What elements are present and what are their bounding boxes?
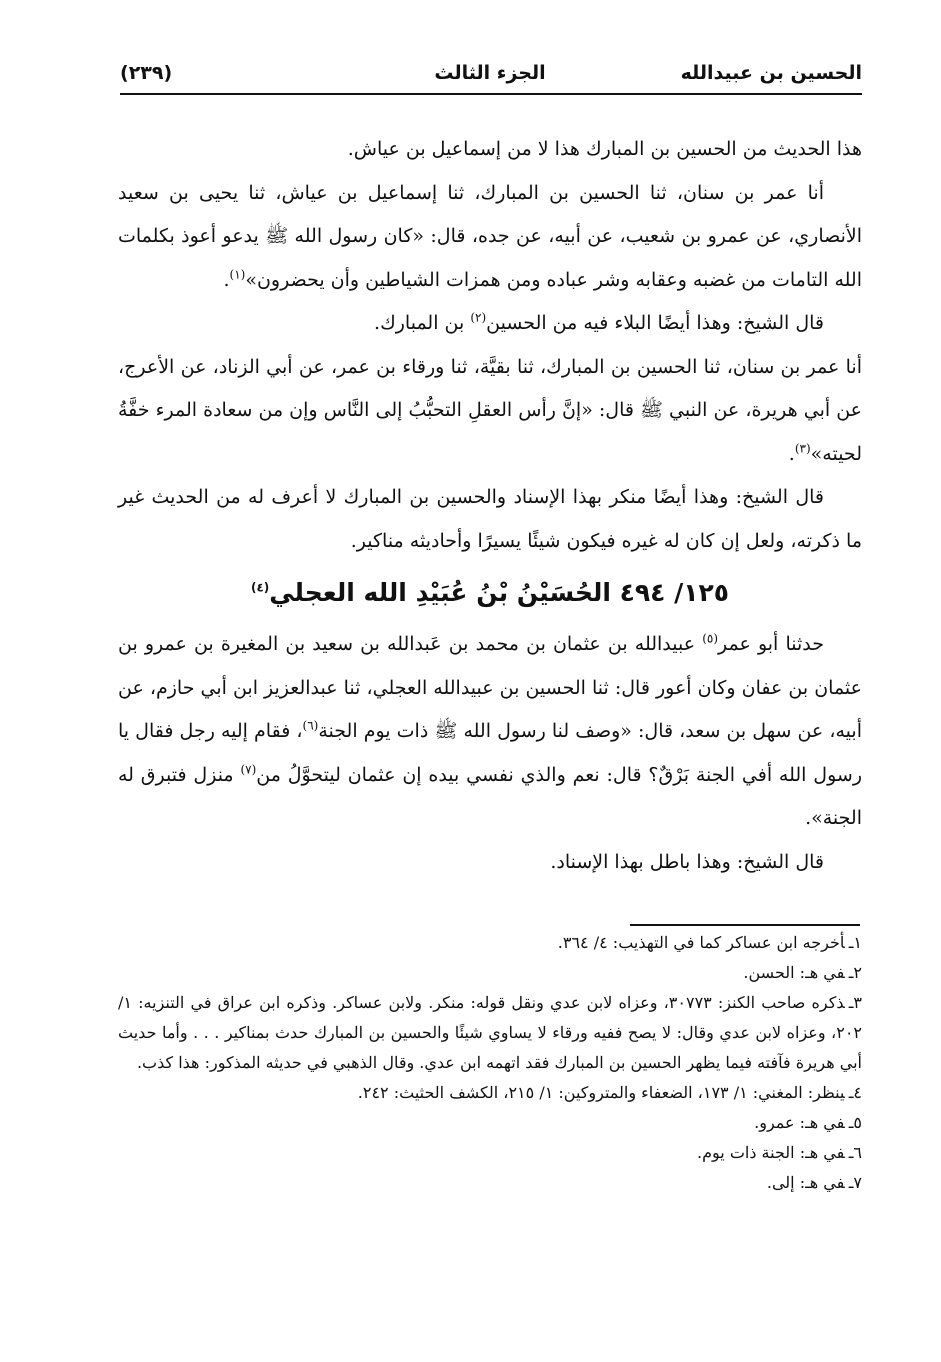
paragraph	[118, 302, 862, 346]
footnote-ref: (٢)	[470, 310, 487, 325]
text-span: بن المبارك.	[374, 312, 471, 334]
footnote-number: ٧ـ	[848, 1173, 862, 1192]
hadith-paragraph	[118, 623, 862, 841]
footnote	[118, 1168, 862, 1198]
footnote	[118, 1108, 862, 1138]
footnote-number: ٢ـ	[848, 963, 862, 982]
footnote-number: ٥ـ	[848, 1113, 862, 1132]
paragraph: هذا الحديث من الحسين بن المبارك هذا لا من إسماعيل بن عياش.	[347, 138, 862, 160]
footnote-rule	[630, 924, 860, 926]
footnote-number: ٣ـ	[848, 993, 863, 1012]
text-span: عبيدالله بن عثمان بن محمد بن عَبدالله بن سعيد بن المغيرة بن عمرو بن عثمان بن عفان وكان أعور قال: ثنا الحسين بن عبيدالله العجلي، ثنا عبدالعزيز ابن أبي حازم، عن أبيه، عن سهل بن سعد، قال: «وصف لنا رسول الله ﷺ ذات يوم الجنة	[118, 633, 862, 742]
footnote-ref: (٧)	[240, 762, 257, 777]
footnote	[118, 1078, 862, 1108]
footnote-text: في هـ: الحسن.	[743, 963, 845, 982]
page-number: (٢٣٩)	[120, 62, 173, 84]
footnote-text: ينظر: المغني: ١/ ١٧٣، الضعفاء والمتروكين: ١/ ٢١٥، الكشف الحثيث: ٢٤٢.	[357, 1083, 845, 1102]
footnote-ref: (٣)	[794, 441, 811, 456]
footnote-ref: (٦)	[302, 718, 319, 733]
footnote-number: ٦ـ	[848, 1143, 862, 1162]
text-span: منزل فتبرق له الجنة».	[118, 763, 862, 829]
text-span: .	[788, 442, 795, 465]
hadith-paragraph	[118, 346, 862, 477]
footnote	[118, 1138, 862, 1168]
page-header	[120, 56, 862, 92]
footnote-ref: (٤)	[250, 580, 270, 595]
footnote-text: أخرجه ابن عساكر كما في التهذيب: ٤/ ٣٦٤.	[557, 933, 845, 952]
footnote-ref: (٥)	[702, 631, 719, 646]
entry-title	[118, 563, 862, 623]
text-span: ، فقام إليه رجل فقال يا رسول الله أفي الجنة بَرْقٌ؟ قال: نعم والذي نفسي بيده إن عثمان ليتحوَّلُ من	[118, 720, 863, 786]
title-text: ١٢٥/ ٤٩٤ الحُسَيْنُ بْنُ عُبَيْدِ الله العجلي	[269, 578, 730, 607]
text-span: .	[223, 268, 230, 291]
footnote-number: ١ـ	[848, 933, 862, 952]
main-text	[118, 128, 862, 884]
footnote-number: ٤ـ	[848, 1083, 862, 1102]
text-span: أنا عمر بن سنان، ثنا الحسين بن المبارك، ثنا بقيَّة، ثنا ورقاء بن عمر، عن أبي الزناد، عن الأعرج، عن أبي هريرة، عن النبي ﷺ قال: «إنَّ رأس العقلِ التحبُّبُ إلى النَّاس وإن من سعادة المرء خفَّةُ لحيته»	[118, 355, 862, 465]
volume-label: الجزء الثالث	[434, 62, 546, 84]
footnote	[118, 928, 862, 958]
running-title: الحسين بن عبيدالله	[680, 62, 862, 84]
footnote-text: في هـ: إلى.	[766, 1173, 845, 1192]
paragraph: قال الشيخ: وهذا أيضًا منكر بهذا الإسناد والحسين بن المبارك لا أعرف له من الحديث غير ما ذكرته، ولعل إن كان له غيره فيكون شيئًا يسيرًا وأحاديثه مناكير.	[118, 486, 862, 552]
footnote-text: في هـ: عمرو.	[754, 1113, 845, 1132]
footnotes	[118, 928, 862, 1198]
footnote-text: ذكره صاحب الكنز: ٣٠٧٧٣، وعزاه لابن عدي ونقل قوله: منكر. ولابن عساكر. وذكره ابن عراق في التنزيه: ١/ ٢٠٢، وعزاه لابن عدي وقال: لا يصح ففيه ورقاء لا يساوي شيئًا والحسين بن المبارك حدث بمناكير . . . وأما حديث أبي هريرة فآفته فيما يظهر الحسين بن المبارك فقد اتهمه ابن عدي. وقال الذهبي في حديثه المذكور: هذا كذب.	[118, 993, 862, 1072]
footnote	[118, 988, 862, 1078]
text-span: حدثنا أبو عمر	[718, 633, 824, 655]
text-span: أنا عمر بن سنان، ثنا الحسين بن المبارك، ثنا إسماعيل بن عياش، ثنا يحيى بن سعيد الأنصاري، عن عمرو بن شعيب، عن أبيه، عن جده، قال: «كان رسول الله ﷺ يدعو أعوذ بكلمات الله التامات من غضبه وعقابه وشر عباده ومن همزات الشياطين وأن يحضرون»	[118, 181, 862, 291]
paragraph: قال الشيخ: وهذا باطل بهذا الإسناد.	[550, 850, 824, 873]
footnote-text: في هـ: الجنة ذات يوم.	[697, 1143, 845, 1162]
footnote	[118, 958, 862, 988]
text-span: قال الشيخ: وهذا أيضًا البلاء فيه من الحسين	[486, 312, 824, 334]
header-rule	[120, 93, 862, 95]
hadith-paragraph	[118, 172, 862, 303]
footnote-ref: (١)	[229, 267, 246, 282]
